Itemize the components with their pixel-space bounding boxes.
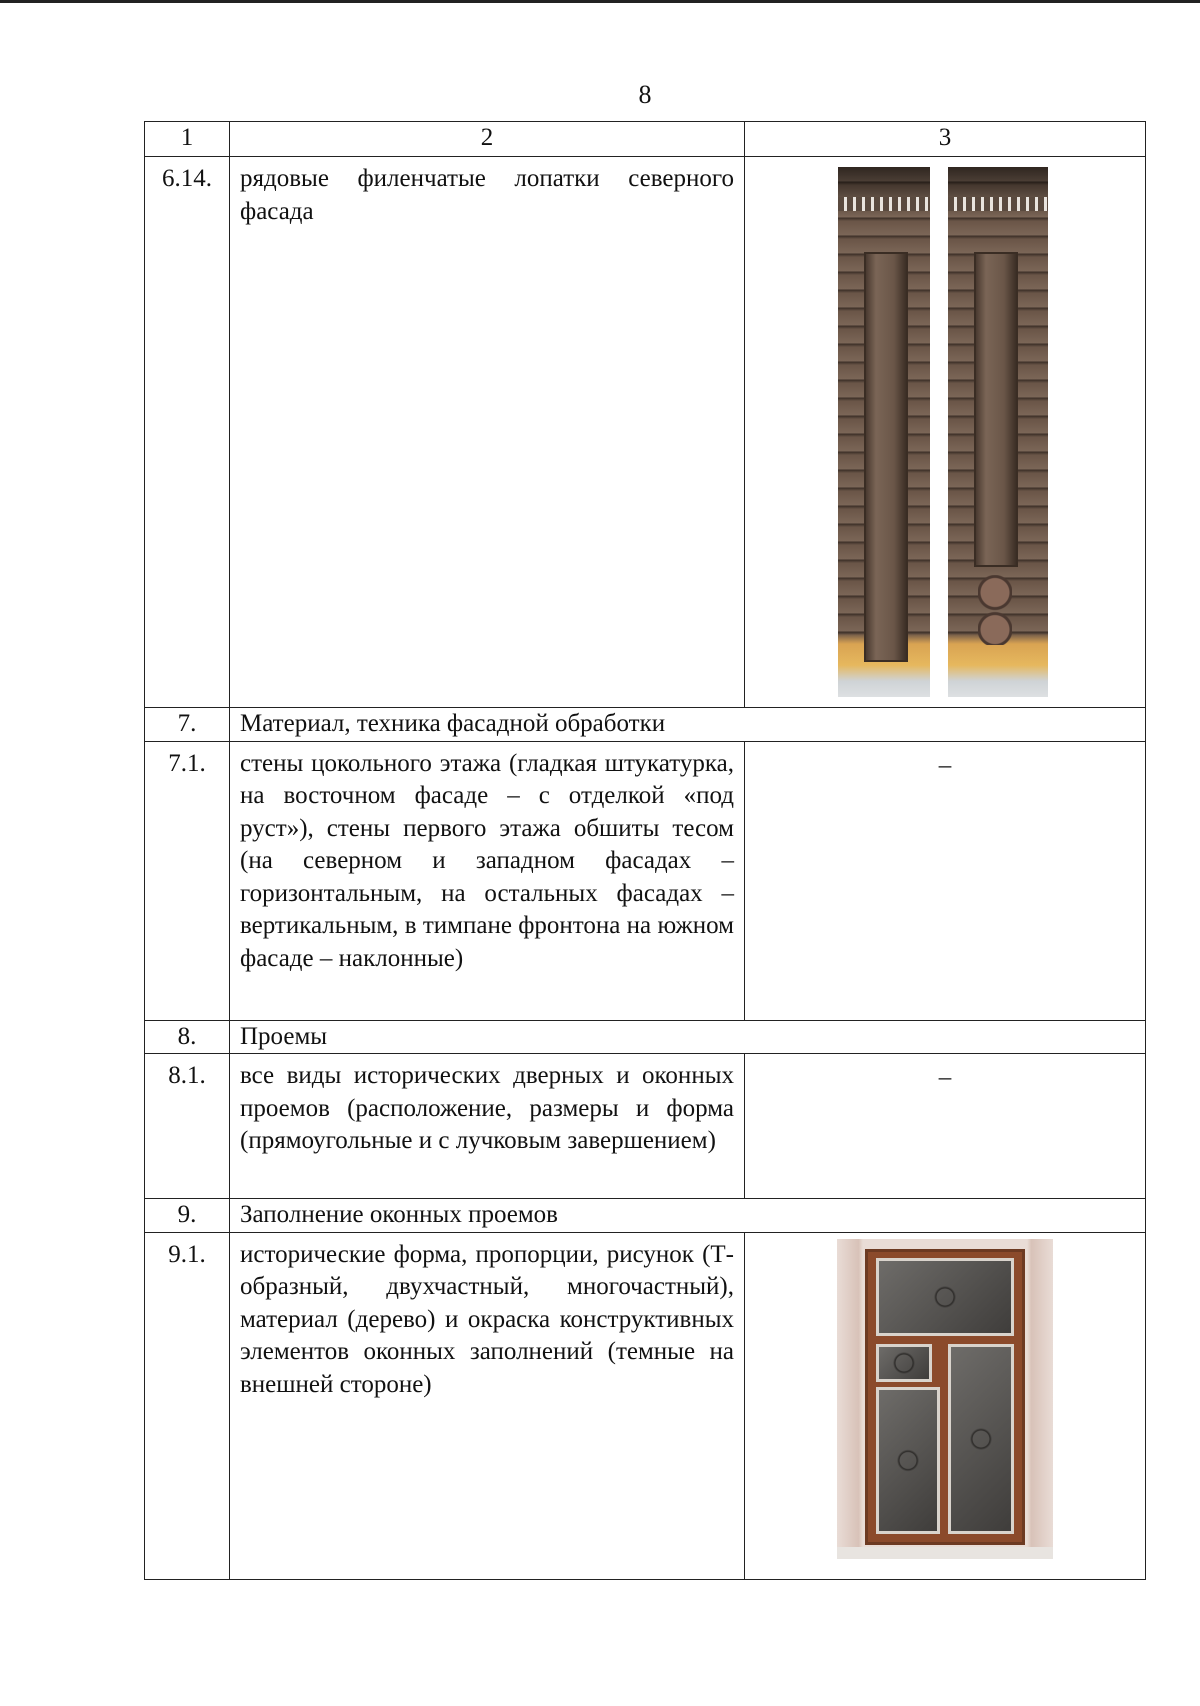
cornice-detail xyxy=(948,197,1048,211)
header-col-1: 1 xyxy=(145,122,230,157)
cornice-detail xyxy=(838,197,930,211)
row-description: исторические форма, пропорции, рисунок (Т-образный, двухчастный, многочастный), материал (дерево) и окраска конструктивных элементов оконных заполнений (темные на внешней стороне) xyxy=(230,1232,745,1579)
lower-left-pane xyxy=(876,1387,940,1534)
photo-cell-pilasters xyxy=(745,157,1146,708)
table-row-6-14 xyxy=(145,157,1146,708)
row-description: рядовые филенчатые лопатки северного фасада xyxy=(230,157,745,708)
section-row-7 xyxy=(145,708,1146,742)
pilaster-photo-left xyxy=(838,167,930,697)
table-row-9-1 xyxy=(145,1232,1146,1579)
section-number: 8. xyxy=(145,1020,230,1054)
table-row-8-1 xyxy=(145,1054,1146,1199)
section-row-9 xyxy=(145,1199,1146,1233)
row-number: 6.14. xyxy=(145,157,230,708)
row-number: 8.1. xyxy=(145,1054,230,1199)
right-pane xyxy=(948,1344,1014,1534)
row-col3-dash: – xyxy=(745,741,1146,1020)
row-description: все виды исторических дверных и оконных проемов (расположение, размеры и форма (прямоугольные и с лучковым завершением) xyxy=(230,1054,745,1199)
window-frame xyxy=(865,1249,1025,1545)
transom-pane xyxy=(876,1258,1014,1336)
section-title: Проемы xyxy=(230,1020,1146,1054)
window-photo xyxy=(837,1239,1053,1559)
section-row-8 xyxy=(145,1020,1146,1054)
pilaster-panel xyxy=(864,252,908,662)
protection-subject-table xyxy=(144,121,1146,1580)
table-row-7-1 xyxy=(145,741,1146,1020)
small-pane xyxy=(876,1344,932,1382)
section-number: 9. xyxy=(145,1199,230,1233)
table-header-row xyxy=(145,122,1146,157)
row-description: стены цокольного этажа (гладкая штукатурка, на восточном фасаде – с отделкой «под руст»), стены первого этажа обшиты тесом (на северном и западном фасадах – горизонтальным, на остальных фасадах – вертикальным, в тимпане фронтона на южном фасаде – наклонные) xyxy=(230,741,745,1020)
pilaster-panel xyxy=(974,252,1018,567)
header-col-2: 2 xyxy=(230,122,745,157)
row-number: 9.1. xyxy=(145,1232,230,1579)
window-sill xyxy=(837,1547,1053,1559)
section-number: 7. xyxy=(145,708,230,742)
page-number: 8 xyxy=(638,80,652,109)
photo-cell-window xyxy=(745,1232,1146,1579)
row-col3-dash: – xyxy=(745,1054,1146,1199)
row-number: 7.1. xyxy=(145,741,230,1020)
scan-top-edge xyxy=(0,0,1200,3)
log-ends-detail xyxy=(978,575,1012,645)
section-title: Материал, техника фасадной обработки xyxy=(230,708,1146,742)
section-title: Заполнение оконных проемов xyxy=(230,1199,1146,1233)
pilaster-photo-right xyxy=(948,167,1048,697)
header-col-3: 3 xyxy=(745,122,1146,157)
